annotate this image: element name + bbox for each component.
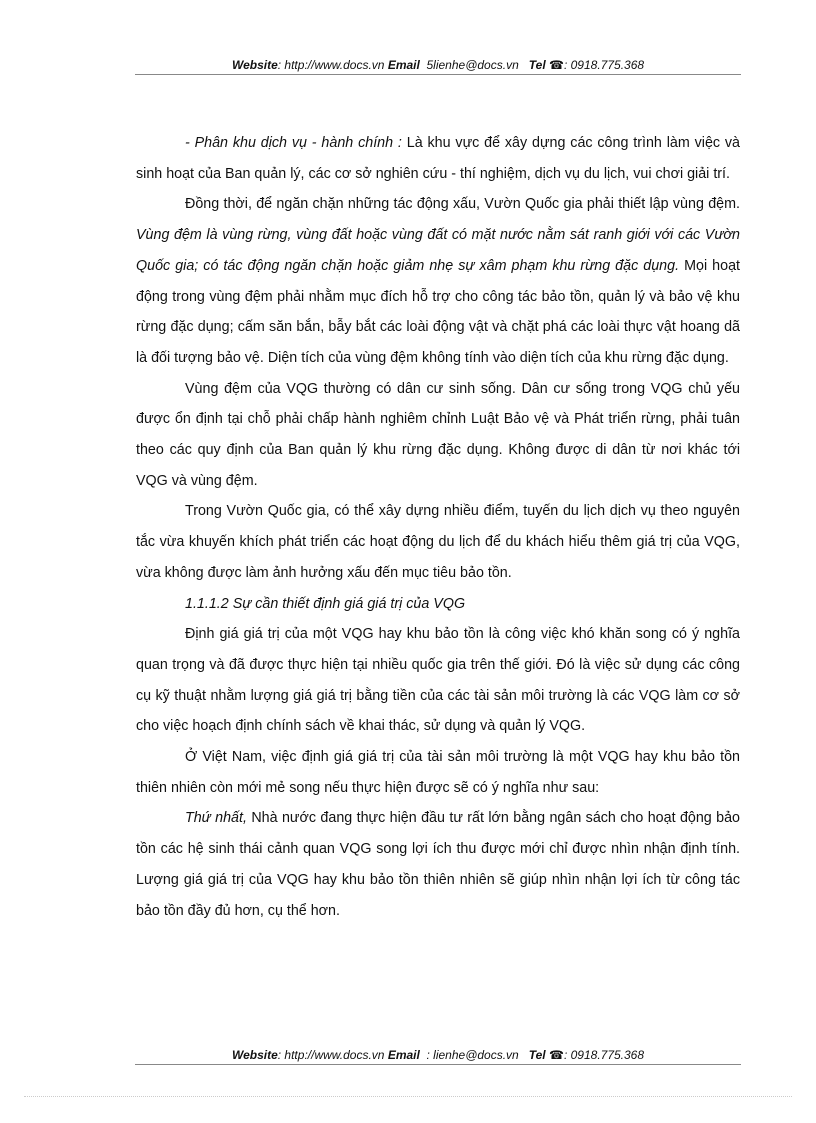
footer-email-value[interactable]: : lienhe@docs.vn: [426, 1048, 519, 1062]
document-body: [136, 128, 740, 926]
header-tel-label: Tel: [528, 58, 546, 72]
paragraph: [136, 803, 740, 926]
footer-tel-value: : 0918.775.368: [563, 1048, 645, 1062]
page-header: [135, 58, 741, 75]
header-website-url[interactable]: http://www.docs.vn: [284, 58, 385, 72]
header-email-value[interactable]: 5lienhe@docs.vn: [426, 58, 519, 72]
paragraph-label: Thứ nhất,: [185, 810, 247, 827]
header-tel-value: : 0918.775.368: [563, 58, 645, 72]
paragraph: [136, 128, 740, 189]
phone-icon: ☎: [549, 58, 564, 72]
phone-icon: ☎: [549, 1048, 564, 1062]
page-footer: [135, 1048, 741, 1065]
paragraph: Định giá giá trị của một VQG hay khu bảo tồn là công việc khó khăn song có ý nghĩa quan trọng và đã được thực hiện tại nhiều quốc gia trên thế giới. Đó là việc sử dụng các công cụ kỹ thuật nhằm lượng giá giá trị bằng tiền của các tài sản môi trường là các VQG làm cơ sở cho việc hoạch định chính sách về khai thác, sử dụng và quản lý VQG.: [136, 626, 740, 735]
footer-website-label: Website: [231, 1048, 278, 1062]
paragraph: Trong Vườn Quốc gia, có thể xây dựng nhiều điểm, tuyến du lịch dịch vụ theo nguyên tắc vừa khuyến khích phát triển các hoạt động du lịch để du khách hiểu thêm giá trị của VQG, vừa không được làm ảnh hưởng xấu đến mục tiêu bảo tồn.: [136, 503, 740, 581]
paragraph-label: - Phân khu dịch vụ - hành chính :: [185, 135, 402, 151]
paragraph: [136, 189, 740, 373]
paragraph-text: Đồng thời, để ngăn chặn những tác động xấu, Vườn Quốc gia phải thiết lập vùng đệm.: [185, 196, 740, 213]
paragraph-text: Mọi hoạt động trong vùng đệm phải nhằm mục đích hỗ trợ cho công tác bảo tồn, quản lý và bảo vệ khu rừng đặc dụng; cấm săn bắn, bẫy bắt các loài động vật và chặt phá các loài thực vật hoang dã là đối tượng bảo vệ. Diện tích của vùng đệm không tính vào diện tích của khu rừng đặc dụng.: [136, 257, 740, 366]
footer-website-sep: :: [277, 1048, 285, 1062]
header-email-label: Email: [387, 58, 420, 72]
footer-website-url[interactable]: http://www.docs.vn: [284, 1048, 385, 1062]
page-bottom-divider: [24, 1096, 792, 1097]
paragraph: Ở Việt Nam, việc định giá giá trị của tài sản môi trường là một VQG hay khu bảo tồn thiên nhiên còn mới mẻ song nếu thực hiện được sẽ có ý nghĩa như sau:: [136, 749, 740, 796]
paragraph-text: Là khu vực để xây dựng các công trình làm việc và sinh hoạt của Ban quản lý, các cơ sở nghiên cứu - thí nghiệm, dịch vụ du lịch, vui chơi giải trí.: [136, 135, 740, 182]
section-heading: 1.1.1.2 Sự cần thiết định giá giá trị của VQG: [185, 595, 466, 612]
footer-tel-label: Tel: [528, 1048, 546, 1062]
header-website-sep: :: [277, 58, 285, 72]
footer-email-label: Email: [387, 1048, 420, 1062]
paragraph-italic-text: Vùng đệm là vùng rừng, vùng đất hoặc vùng đất có mặt nước nằm sát ranh giới với các Vườn Quốc gia; có tác động ngăn chặn hoặc giảm nhẹ sự xâm phạm khu rừng đặc dụng.: [136, 227, 740, 274]
paragraph-text: Nhà nước đang thực hiện đầu tư rất lớn bằng ngân sách cho hoạt động bảo tồn các hệ sinh thái cảnh quan VQG song lợi ích thu được mới chỉ được nhìn nhận định tính. Lượng giá giá trị của VQG hay khu bảo tồn thiên nhiên sẽ giúp nhìn nhận lợi ích từ công tác bảo tồn đầy đủ hơn, cụ thể hơn.: [136, 810, 740, 919]
paragraph: Vùng đệm của VQG thường có dân cư sinh sống. Dân cư sống trong VQG chủ yếu được ổn định tại chỗ phải chấp hành nghiêm chỉnh Luật Bảo vệ và Phát triển rừng, phải tuân theo các quy định của Ban quản lý khu rừng đặc dụng. Không được di dân từ nơi khác tới VQG và vùng đệm.: [136, 380, 740, 489]
header-website-label: Website: [231, 58, 278, 72]
